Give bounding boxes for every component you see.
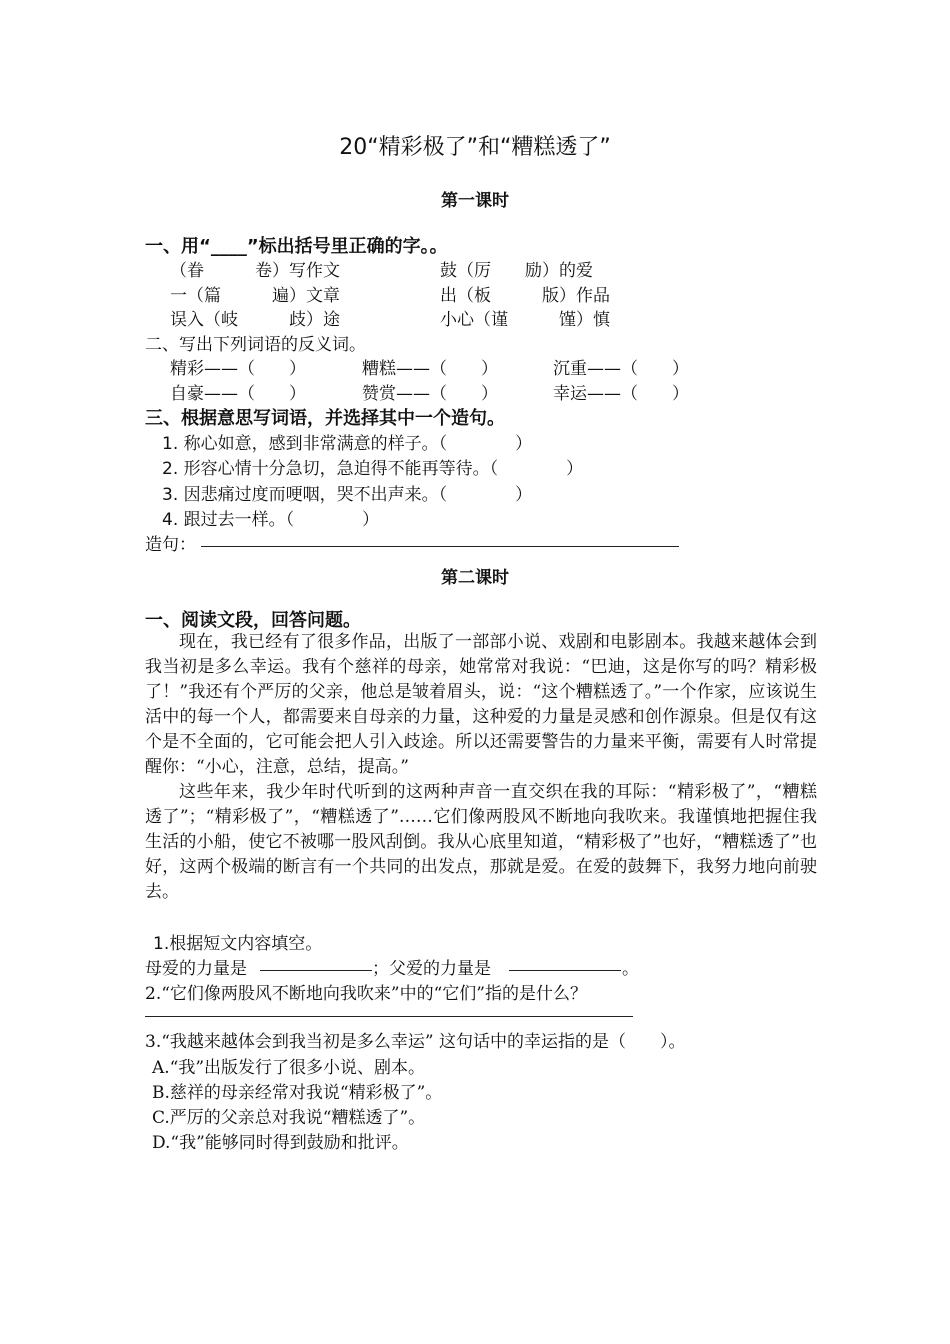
lesson1-heading: 第一课时 bbox=[441, 191, 509, 211]
l2-sub1-fill-end: 。 bbox=[622, 959, 639, 979]
option-b: B.慈祥的母亲经常对我说“精彩极了”。 bbox=[152, 1083, 443, 1103]
l1-q1-row2-a: 一（篇 遍）文章 bbox=[170, 286, 340, 306]
l2-sub3: 3.“我越来越体会到我当初是多么幸运” 这句话中的幸运指的是（ ）。 bbox=[145, 1032, 686, 1052]
sub2-answer-line[interactable] bbox=[145, 1016, 633, 1017]
l1-q2-r2c2: 赞赏——（ ） bbox=[362, 384, 498, 404]
reading-passage bbox=[145, 630, 817, 905]
sentence-answer-line[interactable] bbox=[201, 546, 679, 547]
l1-q3-item1: 1. 称心如意，感到非常满意的样子。（ ） bbox=[162, 434, 533, 454]
page-title: 20“精彩极了”和“糟糕透了” bbox=[339, 135, 611, 160]
l1-q3-item4: 4. 跟过去一样。（ ） bbox=[162, 510, 380, 530]
sentence-label: 造句： bbox=[145, 535, 196, 555]
father-love-answer-line[interactable] bbox=[509, 970, 621, 971]
option-d: D.“我”能够同时得到鼓励和批评。 bbox=[152, 1133, 409, 1153]
l2-sub1: 1.根据短文内容填空。 bbox=[153, 934, 323, 954]
l1-q1-row3-b: 小心（谨 馑）慎 bbox=[440, 310, 610, 330]
l2-sub2: 2.“它们像两股风不断地向我吹来”中的“它们”指的是什么？ bbox=[145, 984, 587, 1004]
l1-q3-item2: 2. 形容心情十分急切，急迫得不能再等待。（ ） bbox=[162, 459, 584, 479]
l1-q3-title: 三、根据意思写词语，并选择其中一个造句。 bbox=[145, 408, 505, 429]
l1-q1-row2-b: 出（板 版）作品 bbox=[440, 286, 610, 306]
lesson2-heading: 第二课时 bbox=[441, 568, 509, 588]
l1-q1-row3-a: 误入（岐 歧）途 bbox=[170, 310, 340, 330]
option-c: C.严厉的父亲总对我说“糟糕透了”。 bbox=[152, 1108, 426, 1128]
l2-sub1-fill-a: 母爱的力量是 bbox=[145, 959, 247, 979]
l1-q2-r1c2: 糟糕——（ ） bbox=[362, 359, 498, 379]
l1-q1-row1-a: （眷 卷）写作文 bbox=[170, 261, 340, 281]
l1-q2-r1c3: 沉重——（ ） bbox=[553, 359, 689, 379]
l1-q2-title: 二、写出下列词语的反义词。 bbox=[145, 335, 366, 355]
l1-q1-title: 一、用“____”标出括号里正确的字。。 bbox=[145, 236, 448, 257]
l1-q1-row1-b: 鼓（厉 励）的爱 bbox=[440, 261, 593, 281]
l1-q3-item3: 3. 因悲痛过度而哽咽，哭不出声来。（ ） bbox=[162, 485, 533, 505]
passage-paragraph-1: 现在，我已经有了很多作品，出版了一部部小说、戏剧和电影剧本。我越来越体会到我当初是多么幸运。我有个慈祥的母亲，她常常对我说：“巴迪，这是你写的吗？精彩极了！”我还有个严厉的父亲，他总是皱着眉头，说：“这个糟糕透了。”一个作家，应该说生活中的每一个人，都需要来自母亲的力量，这种爱的力量是灵感和创作源泉。但是仅有这个是不全面的，它可能会把人引入歧途。所以还需要警告的力量来平衡，需要有人时常提醒你：“小心，注意，总结，提高。” bbox=[145, 632, 817, 777]
l2-q1-title: 一、阅读文段，回答问题。 bbox=[145, 610, 361, 631]
l1-q2-r1c1: 精彩——（ ） bbox=[170, 359, 306, 379]
l1-q2-r2c1: 自豪——（ ） bbox=[170, 384, 306, 404]
passage-paragraph-2: 这些年来，我少年时代听到的这两种声音一直交织在我的耳际：“精彩极了”，“糟糕透了”；“精彩极了”，“糟糕透了”……它们像两股风不断地向我吹来。我谨慎地把握住我生活的小船，使它不被哪一股风刮倒。我从心底里知道，“精彩极了”也好，“糟糕透了”也好，这两个极端的断言有一个共同的出发点，那就是爱。在爱的鼓舞下，我努力地向前驶去。 bbox=[145, 782, 817, 902]
l2-sub1-fill-b: ；父爱的力量是 bbox=[372, 959, 491, 979]
mother-love-answer-line[interactable] bbox=[260, 970, 372, 971]
option-a: A.“我”出版发行了很多小说、剧本。 bbox=[152, 1058, 426, 1078]
l1-q2-r2c3: 幸运——（ ） bbox=[553, 384, 689, 404]
